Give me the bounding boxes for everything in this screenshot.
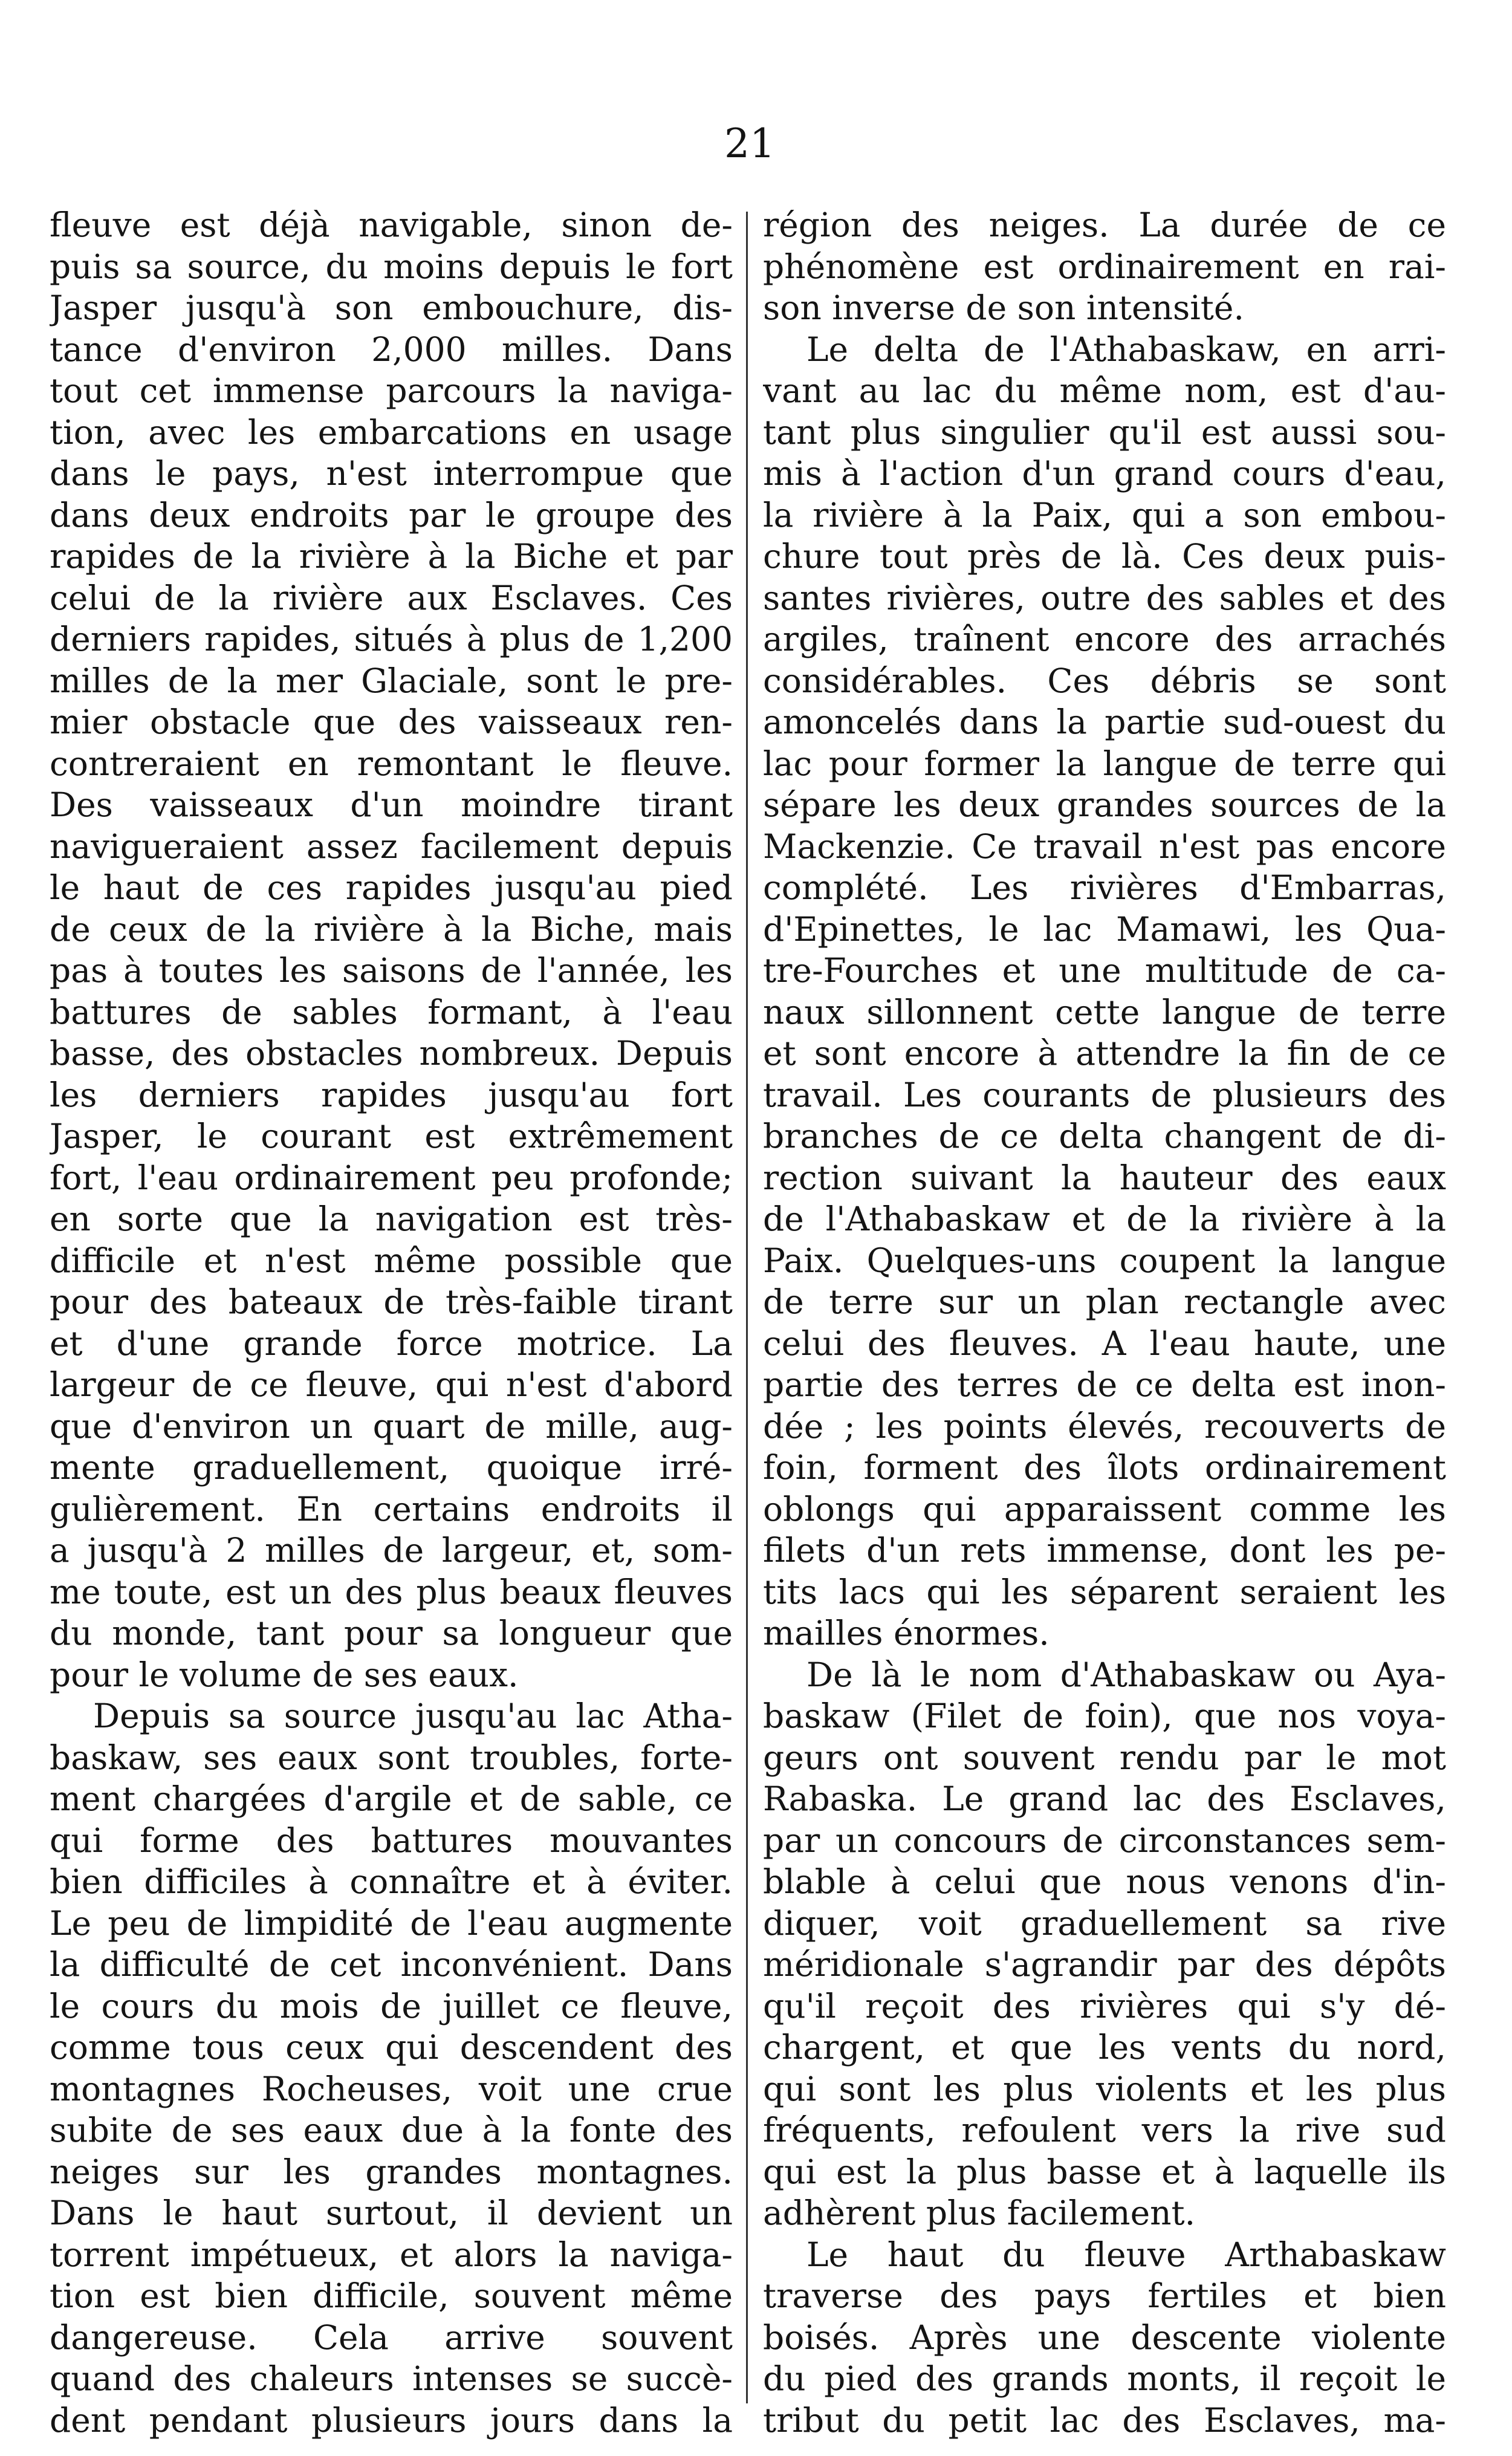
text-line: complété. Les rivières d'Embarras, (763, 868, 1446, 907)
text-line: qu'il reçoit des rivières qui s'y dé- (763, 1986, 1446, 2026)
text-line: mailles énormes. (763, 1614, 1050, 1652)
text-line: et d'une grande force motrice. La (50, 1324, 733, 1363)
text-line: tits lacs qui les séparent seraient les (763, 1572, 1446, 1611)
text-line: rection suivant la hauteur des eaux (763, 1158, 1446, 1197)
text-line: d'Epinettes, le lac Mamawi, les Qua- (763, 909, 1446, 949)
text-line: foin, forment des îlots ordinairement (763, 1448, 1446, 1487)
text-line: du monde, tant pour sa longueur que (50, 1614, 733, 1652)
text-line: difficile et n'est même possible que (50, 1241, 733, 1280)
text-line: dans deux endroits par le groupe des (50, 495, 733, 534)
text-line: les derniers rapides jusqu'au fort (50, 1075, 733, 1114)
text-line: phénomène est ordinairement en rai- (763, 247, 1446, 286)
text-line: Jasper, le courant est extrêmement (50, 1117, 733, 1155)
text-line: torrent impétueux, et alors la naviga- (50, 2235, 733, 2274)
text-line: milles de la mer Glaciale, sont le pre- (50, 661, 733, 700)
text-line: vant au lac du même nom, est d'au- (763, 371, 1446, 410)
text-line: pour des bateaux de très-faible tirant (50, 1282, 733, 1321)
text-line: oblongs qui apparaissent comme les (763, 1489, 1446, 1529)
text-line: le cours du mois de juillet ce fleuve, (50, 1986, 733, 2026)
text-line: dée ; les points élevés, recouverts de (763, 1406, 1446, 1446)
text-line: rapides de la rivière à la Biche et par (50, 537, 733, 576)
text-line: quand des chaleurs intenses se succè- (50, 2359, 733, 2398)
text-line: basse, des obstacles nombreux. Depuis (50, 1034, 733, 1073)
text-line: tion, avec les embarcations en usage (50, 412, 733, 452)
text-line: argiles, traînent encore des arrachés (763, 620, 1446, 658)
text-line: pour le volume de ses eaux. (50, 1655, 519, 1694)
text-line: la rivière à la Paix, qui a son embou- (763, 495, 1446, 534)
text-line: région des neiges. La durée de ce (763, 206, 1446, 244)
column-divider-rule (746, 212, 748, 2403)
text-line: que d'environ un quart de mille, aug- (50, 1406, 733, 1446)
text-line: considérables. Ces débris se sont (763, 661, 1446, 700)
text-line: blable à celui que nous venons d'in- (763, 1862, 1446, 1901)
text-line: traverse des pays fertiles et bien (763, 2276, 1446, 2315)
text-line: Jasper jusqu'à son embouchure, dis- (50, 288, 733, 327)
text-line: chargent, et que les vents du nord, (763, 2028, 1446, 2067)
text-line: tre-Fourches et une multitude de ca- (763, 951, 1446, 990)
text-line: dent pendant plusieurs jours dans la (50, 2400, 733, 2440)
text-line: amoncelés dans la partie sud-ouest du (763, 703, 1446, 741)
text-line: santes rivières, outre des sables et des (763, 578, 1446, 617)
text-line: la difficulté de cet inconvénient. Dans (50, 1945, 733, 1984)
text-line: Depuis sa source jusqu'au lac Atha- (93, 1697, 733, 1735)
text-line: subite de ses eaux due à la fonte des (50, 2111, 733, 2149)
text-line: Mackenzie. Ce travail n'est pas encore (763, 827, 1446, 866)
text-line: naux sillonnent cette langue de terre (763, 992, 1446, 1031)
text-line: de terre sur un plan rectangle avec (763, 1282, 1446, 1321)
text-line: a jusqu'à 2 milles de largeur, et, som- (50, 1531, 733, 1570)
text-line: fleuve est déjà navigable, sinon de- (50, 206, 733, 244)
text-line: travail. Les courants de plusieurs des (763, 1075, 1446, 1114)
text-line: bien difficiles à connaître et à éviter. (50, 1862, 733, 1901)
text-line: qui forme des battures mouvantes (50, 1821, 733, 1860)
text-line: ment chargées d'argile et de sable, ce (50, 1779, 733, 1818)
text-line: mis à l'action d'un grand cours d'eau, (763, 454, 1446, 493)
text-line: baskaw (Filet de foin), que nos voya- (763, 1697, 1446, 1735)
text-line: battures de sables formant, à l'eau (50, 992, 733, 1031)
text-line: me toute, est un des plus beaux fleuves (50, 1572, 733, 1611)
text-line: navigueraient assez facilement depuis (50, 827, 733, 866)
text-line: neiges sur les grandes montagnes. (50, 2152, 733, 2191)
text-line: mente graduellement, quoique irré- (50, 1448, 733, 1487)
text-line: qui sont les plus violents et les plus (763, 2069, 1446, 2108)
text-line: du pied des grands monts, il reçoit le (763, 2359, 1446, 2398)
text-line: montagnes Rocheuses, voit une crue (50, 2069, 733, 2108)
text-line: dangereuse. Cela arrive souvent (50, 2318, 733, 2357)
text-line: dans le pays, n'est interrompue que (50, 454, 733, 493)
page-number: 21 (724, 120, 775, 167)
text-line: tance d'environ 2,000 milles. Dans (50, 330, 733, 369)
text-line: contreraient en remontant le fleuve. (50, 744, 733, 783)
text-line: Le haut du fleuve Arthabaskaw (806, 2235, 1446, 2274)
text-line: de l'Athabaskaw et de la rivière à la (763, 1200, 1446, 1238)
text-line: et sont encore à attendre la fin de ce (763, 1034, 1446, 1073)
text-line: tribut du petit lac des Esclaves, ma- (763, 2400, 1446, 2440)
text-line: geurs ont souvent rendu par le mot (763, 1738, 1446, 1777)
text-line: branches de ce delta changent de di- (763, 1117, 1446, 1155)
text-line: en sorte que la navigation est très- (50, 1200, 733, 1238)
text-line: méridionale s'agrandir par des dépôts (763, 1945, 1446, 1984)
text-line: fort, l'eau ordinairement peu profonde; (50, 1158, 733, 1197)
text-line: partie des terres de ce delta est inon- (763, 1365, 1446, 1404)
text-line: celui des fleuves. A l'eau haute, une (763, 1324, 1446, 1363)
text-line: tant plus singulier qu'il est aussi sou- (763, 412, 1446, 452)
text-line: mier obstacle que des vaisseaux ren- (50, 703, 733, 741)
text-line: son inverse de son intensité. (763, 288, 1244, 327)
text-line: baskaw, ses eaux sont troubles, forte- (50, 1738, 733, 1777)
text-line: tion est bien difficile, souvent même (50, 2276, 733, 2315)
text-line: derniers rapides, situés à plus de 1,200 (50, 620, 733, 658)
text-line: par un concours de circonstances sem- (763, 1821, 1446, 1860)
text-line: De là le nom d'Athabaskaw ou Aya- (806, 1655, 1446, 1694)
text-line: lac pour former la langue de terre qui (763, 744, 1446, 783)
text-line: de ceux de la rivière à la Biche, mais (50, 909, 733, 949)
text-line: pas à toutes les saisons de l'année, les (50, 951, 733, 990)
text-line: puis sa source, du moins depuis le fort (50, 247, 733, 286)
text-line: diquer, voit graduellement sa rive (763, 1903, 1446, 1943)
text-line: filets d'un rets immense, dont les pe- (763, 1531, 1446, 1570)
text-line: comme tous ceux qui descendent des (50, 2028, 733, 2067)
text-line: largeur de ce fleuve, qui n'est d'abord (50, 1365, 733, 1404)
text-line: Paix. Quelques-uns coupent la langue (763, 1241, 1446, 1280)
text-line: qui est la plus basse et à laquelle ils (763, 2152, 1446, 2191)
text-line: celui de la rivière aux Esclaves. Ces (50, 578, 733, 617)
text-line: chure tout près de là. Ces deux puis- (763, 537, 1446, 576)
text-line: sépare les deux grandes sources de la (763, 785, 1446, 824)
text-line: boisés. Après une descente violente (763, 2318, 1446, 2357)
left-text-column (50, 204, 733, 2441)
right-text-column (763, 204, 1446, 2441)
text-line: Le delta de l'Athabaskaw, en arri- (806, 330, 1446, 369)
text-line: adhèrent plus facilement. (763, 2194, 1196, 2232)
text-line: Le peu de limpidité de l'eau augmente (50, 1903, 733, 1943)
text-line: Rabaska. Le grand lac des Esclaves, (763, 1779, 1446, 1818)
text-line: le haut de ces rapides jusqu'au pied (50, 868, 733, 907)
text-line: fréquents, refoulent vers la rive sud (763, 2111, 1446, 2149)
text-line: Dans le haut surtout, il devient un (50, 2194, 733, 2232)
text-line: gulièrement. En certains endroits il (50, 1489, 733, 1529)
text-line: Des vaisseaux d'un moindre tirant (50, 785, 733, 824)
text-line: tout cet immense parcours la naviga- (50, 371, 733, 410)
